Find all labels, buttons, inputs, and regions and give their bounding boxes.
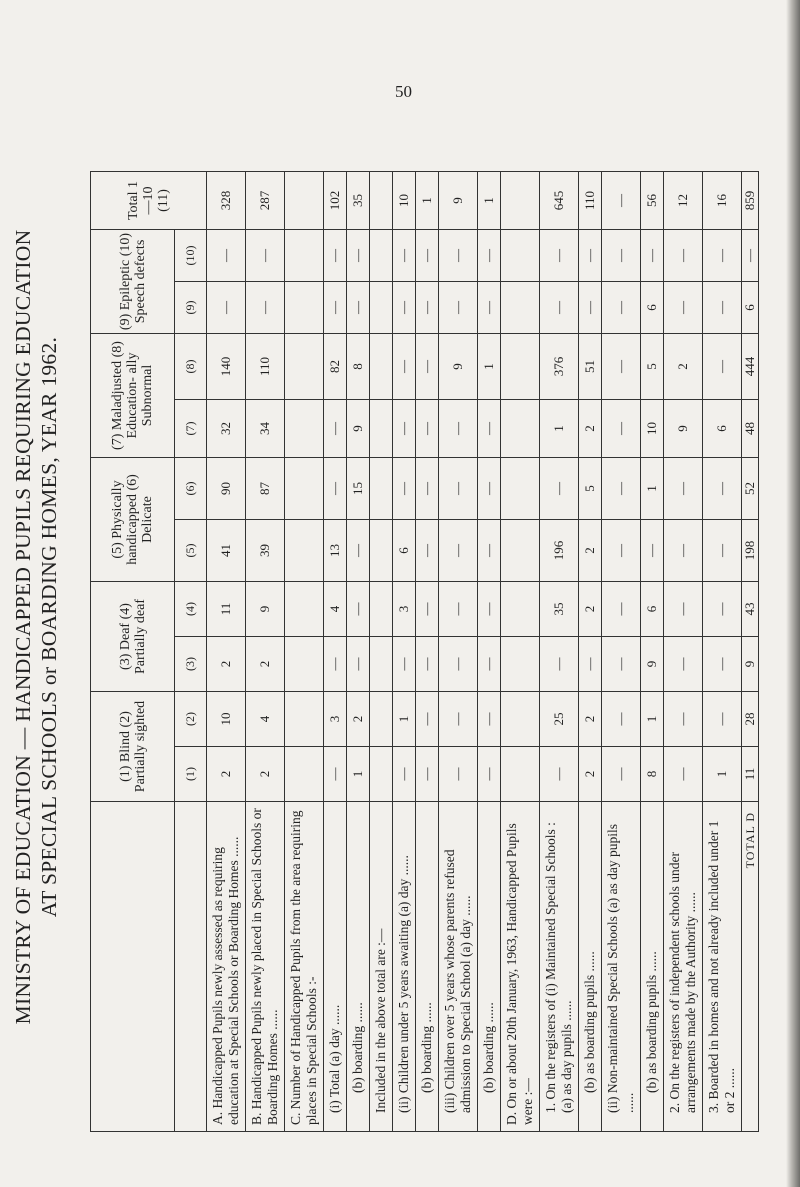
table-cell: — bbox=[478, 520, 501, 582]
table-cell: 9 bbox=[664, 400, 703, 458]
total-cell: 43 bbox=[742, 582, 759, 637]
table-row bbox=[602, 172, 641, 1132]
table-cell: — bbox=[324, 637, 347, 692]
table-cell bbox=[285, 637, 324, 692]
table-cell: 9 bbox=[439, 172, 478, 230]
table-cell: 41 bbox=[207, 520, 246, 582]
table-cell: 140 bbox=[207, 334, 246, 400]
table-cell: — bbox=[439, 458, 478, 520]
table-cell: — bbox=[478, 692, 501, 747]
table-cell: 9 bbox=[347, 400, 370, 458]
table-cell bbox=[285, 458, 324, 520]
table-cell: — bbox=[602, 582, 641, 637]
table-cell: 196 bbox=[540, 520, 579, 582]
table-cell bbox=[285, 230, 324, 282]
table-cell: — bbox=[664, 582, 703, 637]
table-cell bbox=[501, 692, 540, 747]
table-cell: — bbox=[347, 637, 370, 692]
table-cell bbox=[370, 520, 393, 582]
table-cell: — bbox=[207, 282, 246, 334]
table-cell: — bbox=[703, 637, 742, 692]
table-cell: 56 bbox=[641, 172, 664, 230]
table-cell: — bbox=[664, 230, 703, 282]
table-cell: 3 bbox=[324, 692, 347, 747]
table-cell: — bbox=[393, 458, 416, 520]
table-cell: — bbox=[478, 637, 501, 692]
table-cell: — bbox=[324, 230, 347, 282]
table-cell: — bbox=[579, 282, 602, 334]
table-cell: 1 bbox=[347, 747, 370, 802]
table-cell: — bbox=[246, 230, 285, 282]
table-row bbox=[439, 172, 478, 1132]
table-cell: 35 bbox=[347, 172, 370, 230]
table-cell: 1 bbox=[641, 458, 664, 520]
table-cell: 110 bbox=[579, 172, 602, 230]
table-cell: — bbox=[641, 520, 664, 582]
total-label: TOTAL D bbox=[742, 802, 759, 1132]
table-cell: — bbox=[324, 400, 347, 458]
table-cell: 11 bbox=[207, 582, 246, 637]
table-cell: — bbox=[439, 637, 478, 692]
table-cell: — bbox=[347, 230, 370, 282]
table-row bbox=[478, 172, 501, 1132]
table-cell: — bbox=[439, 692, 478, 747]
total-cell: 28 bbox=[742, 692, 759, 747]
table-cell: — bbox=[416, 520, 439, 582]
row-label: (b) as boarding pupils ...... bbox=[579, 802, 602, 1132]
table-cell bbox=[501, 400, 540, 458]
row-label: 1. On the registers of (i) Maintained Special Schools : (a) as day pupils ...... bbox=[540, 802, 579, 1132]
table-cell: 2 bbox=[579, 400, 602, 458]
total-cell: 444 bbox=[742, 334, 759, 400]
table-cell: 4 bbox=[324, 582, 347, 637]
table-cell: — bbox=[579, 637, 602, 692]
table-cell: 1 bbox=[416, 172, 439, 230]
row-label: 2. On the registers of independent schools under arrangements made by the Authority ...... bbox=[664, 802, 703, 1132]
table-cell: — bbox=[439, 582, 478, 637]
row-label: (ii) Non-maintained Special Schools (a) as day pupils ...... bbox=[602, 802, 641, 1132]
table-cell: — bbox=[602, 282, 641, 334]
table-cell: 9 bbox=[439, 334, 478, 400]
table-cell: 90 bbox=[207, 458, 246, 520]
table-cell bbox=[370, 172, 393, 230]
table-cell: — bbox=[703, 282, 742, 334]
table-cell: — bbox=[393, 637, 416, 692]
table-cell: — bbox=[703, 230, 742, 282]
table-cell: 1 bbox=[641, 692, 664, 747]
table-cell: — bbox=[703, 520, 742, 582]
table-cell bbox=[370, 747, 393, 802]
table-cell: 10 bbox=[641, 400, 664, 458]
table-cell: 2 bbox=[207, 747, 246, 802]
table-cell: — bbox=[602, 458, 641, 520]
table-cell: — bbox=[246, 282, 285, 334]
table-cell: 8 bbox=[641, 747, 664, 802]
table-cell: — bbox=[478, 400, 501, 458]
table-cell: — bbox=[393, 282, 416, 334]
col-number: (1) bbox=[175, 747, 207, 802]
table-body bbox=[207, 172, 759, 1132]
table-cell: — bbox=[347, 520, 370, 582]
table-cell: 10 bbox=[207, 692, 246, 747]
table-cell: 2 bbox=[579, 747, 602, 802]
table-cell: 9 bbox=[246, 582, 285, 637]
table-cell: — bbox=[439, 230, 478, 282]
table-row bbox=[285, 172, 324, 1132]
row-label: D. On or about 20th January, 1963, Handicapped Pupils were :— bbox=[501, 802, 540, 1132]
table-cell: — bbox=[416, 400, 439, 458]
table-cell: — bbox=[478, 282, 501, 334]
table-cell: 376 bbox=[540, 334, 579, 400]
col-number: (4) bbox=[175, 582, 207, 637]
table-cell: — bbox=[393, 334, 416, 400]
table-row bbox=[393, 172, 416, 1132]
total-cell: 52 bbox=[742, 458, 759, 520]
row-label: C. Number of Handicapped Pupils from the area requiring places in Special Schools :- bbox=[285, 802, 324, 1132]
table-cell: — bbox=[416, 282, 439, 334]
table-row bbox=[540, 172, 579, 1132]
table-cell: — bbox=[347, 582, 370, 637]
table-cell: — bbox=[439, 520, 478, 582]
table-cell: 1 bbox=[478, 172, 501, 230]
total-cell: 48 bbox=[742, 400, 759, 458]
total-cell: — bbox=[742, 230, 759, 282]
table-cell: 9 bbox=[641, 637, 664, 692]
table-cell bbox=[501, 282, 540, 334]
table-row bbox=[246, 172, 285, 1132]
table-cell: — bbox=[416, 747, 439, 802]
table-cell: — bbox=[602, 172, 641, 230]
table-cell bbox=[501, 172, 540, 230]
rotated-table-page bbox=[0, 77, 800, 1187]
table-cell: — bbox=[324, 282, 347, 334]
table-cell: — bbox=[478, 458, 501, 520]
table-cell: 287 bbox=[246, 172, 285, 230]
table-cell: 5 bbox=[579, 458, 602, 520]
table-cell: 5 bbox=[641, 334, 664, 400]
table-cell: — bbox=[207, 230, 246, 282]
table-cell: — bbox=[393, 400, 416, 458]
table-cell: — bbox=[478, 582, 501, 637]
total-cell: 9 bbox=[742, 637, 759, 692]
table-cell: — bbox=[324, 458, 347, 520]
table-cell bbox=[501, 747, 540, 802]
table-cell: — bbox=[540, 458, 579, 520]
table-row bbox=[501, 172, 540, 1132]
table-cell: 35 bbox=[540, 582, 579, 637]
table-cell: 2 bbox=[579, 520, 602, 582]
table-cell bbox=[285, 520, 324, 582]
table-cell: — bbox=[641, 230, 664, 282]
table-cell bbox=[370, 582, 393, 637]
table-cell: 13 bbox=[324, 520, 347, 582]
col-number: (10) bbox=[175, 230, 207, 282]
table-cell: 110 bbox=[246, 334, 285, 400]
table-cell: — bbox=[664, 458, 703, 520]
table-cell: 10 bbox=[393, 172, 416, 230]
header-total: Total 1—10 (11) bbox=[91, 172, 207, 230]
col-number: (9) bbox=[175, 282, 207, 334]
table-cell: — bbox=[602, 637, 641, 692]
row-label: A. Handicapped Pupils newly assessed as requiring education at Special Schools or Boarding Homes ...... bbox=[207, 802, 246, 1132]
header-epileptic: (9) Epileptic (10) Speech defects bbox=[91, 230, 175, 334]
table-cell bbox=[285, 582, 324, 637]
table-cell: 4 bbox=[246, 692, 285, 747]
table-cell: — bbox=[703, 334, 742, 400]
table-cell bbox=[501, 520, 540, 582]
table-cell bbox=[501, 334, 540, 400]
table-cell: 32 bbox=[207, 400, 246, 458]
col-number: (6) bbox=[175, 458, 207, 520]
table-cell: 2 bbox=[664, 334, 703, 400]
table-cell: 645 bbox=[540, 172, 579, 230]
header-blank bbox=[91, 802, 175, 1132]
table-cell bbox=[370, 282, 393, 334]
table-cell bbox=[285, 282, 324, 334]
table-cell: 87 bbox=[246, 458, 285, 520]
table-cell: — bbox=[324, 747, 347, 802]
total-row bbox=[742, 172, 759, 1132]
table-cell: — bbox=[703, 692, 742, 747]
table-cell: 2 bbox=[246, 637, 285, 692]
table-row bbox=[324, 172, 347, 1132]
table-cell: — bbox=[540, 747, 579, 802]
table-cell: 1 bbox=[478, 334, 501, 400]
table-cell: 51 bbox=[579, 334, 602, 400]
table-cell: 15 bbox=[347, 458, 370, 520]
table-cell bbox=[501, 230, 540, 282]
row-label: (i) Total (a) day ...... bbox=[324, 802, 347, 1132]
table-cell bbox=[370, 692, 393, 747]
table-cell: — bbox=[393, 747, 416, 802]
table-row bbox=[207, 172, 246, 1132]
table-cell: — bbox=[579, 230, 602, 282]
table-cell: 2 bbox=[347, 692, 370, 747]
col-number: (3) bbox=[175, 637, 207, 692]
table-row bbox=[641, 172, 664, 1132]
table-cell: — bbox=[478, 230, 501, 282]
title-line-1: MINISTRY OF EDUCATION — HANDICAPPED PUPILS REQUIRING EDUCATION bbox=[11, 229, 35, 1025]
table-row bbox=[664, 172, 703, 1132]
table-cell: 6 bbox=[641, 582, 664, 637]
statistics-table bbox=[90, 171, 759, 1132]
title-line-2: AT SPECIAL SCHOOLS or BOARDING HOMES, YEAR 1962. bbox=[37, 336, 61, 918]
table-cell: 3 bbox=[393, 582, 416, 637]
table-row bbox=[416, 172, 439, 1132]
table-cell: 8 bbox=[347, 334, 370, 400]
col-number: (7) bbox=[175, 400, 207, 458]
table-cell: — bbox=[540, 637, 579, 692]
total-cell: 859 bbox=[742, 172, 759, 230]
table-cell: — bbox=[416, 637, 439, 692]
col-number: (8) bbox=[175, 334, 207, 400]
table-cell: — bbox=[478, 747, 501, 802]
table-cell: — bbox=[602, 747, 641, 802]
page-number: 50 bbox=[395, 82, 412, 101]
table-cell: 6 bbox=[393, 520, 416, 582]
table-row bbox=[579, 172, 602, 1132]
total-cell: 198 bbox=[742, 520, 759, 582]
table-cell bbox=[285, 692, 324, 747]
header-number-blank bbox=[175, 802, 207, 1132]
table-cell: — bbox=[664, 637, 703, 692]
table-cell: — bbox=[602, 334, 641, 400]
table-cell bbox=[501, 458, 540, 520]
table-cell: — bbox=[393, 230, 416, 282]
table-cell bbox=[285, 172, 324, 230]
col-number: (5) bbox=[175, 520, 207, 582]
total-cell: 6 bbox=[742, 282, 759, 334]
row-label: Included in the above total are :— bbox=[370, 802, 393, 1132]
table-cell: 25 bbox=[540, 692, 579, 747]
table-cell: — bbox=[439, 400, 478, 458]
table-cell: 82 bbox=[324, 334, 347, 400]
table-cell: — bbox=[664, 692, 703, 747]
col-number: (2) bbox=[175, 692, 207, 747]
row-label: (b) boarding ...... bbox=[416, 802, 439, 1132]
table-cell: 328 bbox=[207, 172, 246, 230]
table-cell bbox=[370, 400, 393, 458]
table-cell: — bbox=[416, 230, 439, 282]
row-label: (ii) Children under 5 years awaiting (a) day ...... bbox=[393, 802, 416, 1132]
table-cell: — bbox=[602, 230, 641, 282]
total-cell: 11 bbox=[742, 747, 759, 802]
table-cell: 2 bbox=[246, 747, 285, 802]
table-cell: — bbox=[602, 400, 641, 458]
table-cell: — bbox=[416, 458, 439, 520]
table-cell bbox=[285, 334, 324, 400]
header-maladjusted: (7) Maladjusted (8) Education- ally Subnormal bbox=[91, 334, 175, 458]
table-cell: — bbox=[439, 747, 478, 802]
row-label: (b) boarding ...... bbox=[478, 802, 501, 1132]
table-row bbox=[703, 172, 742, 1132]
table-cell: 1 bbox=[393, 692, 416, 747]
table-cell: — bbox=[703, 458, 742, 520]
table-cell: — bbox=[416, 582, 439, 637]
table-cell: 6 bbox=[641, 282, 664, 334]
table-cell: — bbox=[439, 282, 478, 334]
table-cell: — bbox=[540, 282, 579, 334]
table-row bbox=[347, 172, 370, 1132]
row-label: (b) as boarding pupils ...... bbox=[641, 802, 664, 1132]
table-cell: 2 bbox=[579, 692, 602, 747]
table-cell bbox=[370, 458, 393, 520]
table-cell: — bbox=[703, 582, 742, 637]
table-cell: 12 bbox=[664, 172, 703, 230]
row-label: B. Handicapped Pupils newly placed in Special Schools or Boarding Homes ...... bbox=[246, 802, 285, 1132]
table-cell: 39 bbox=[246, 520, 285, 582]
table-cell bbox=[285, 747, 324, 802]
table-cell bbox=[370, 334, 393, 400]
table-cell: 1 bbox=[703, 747, 742, 802]
row-label: (b) boarding ...... bbox=[347, 802, 370, 1132]
table-cell: — bbox=[664, 747, 703, 802]
header-blind: (1) Blind (2) Partially sighted bbox=[91, 692, 175, 802]
table-cell: — bbox=[540, 230, 579, 282]
table-cell: — bbox=[664, 282, 703, 334]
table-cell: 2 bbox=[579, 582, 602, 637]
table-cell bbox=[370, 637, 393, 692]
table-cell: 6 bbox=[703, 400, 742, 458]
table-row bbox=[370, 172, 393, 1132]
table-cell: — bbox=[602, 692, 641, 747]
table-cell: 102 bbox=[324, 172, 347, 230]
table-cell: — bbox=[602, 520, 641, 582]
table-cell: 1 bbox=[540, 400, 579, 458]
table-cell bbox=[501, 637, 540, 692]
table-cell: — bbox=[416, 334, 439, 400]
table-cell bbox=[370, 230, 393, 282]
table-cell: — bbox=[664, 520, 703, 582]
report-title bbox=[10, 117, 62, 1137]
table-cell bbox=[285, 400, 324, 458]
header-deaf: (3) Deaf (4) Partially deaf bbox=[91, 582, 175, 692]
table-cell: 2 bbox=[207, 637, 246, 692]
table-cell: — bbox=[416, 692, 439, 747]
table-cell: — bbox=[347, 282, 370, 334]
table-cell: 34 bbox=[246, 400, 285, 458]
header-physically-handicapped: (5) Physically handicapped (6) Delicate bbox=[91, 458, 175, 582]
row-label: (iii) Children over 5 years whose parents refused admission to Special School (a) day ...... bbox=[439, 802, 478, 1132]
table-cell: 16 bbox=[703, 172, 742, 230]
row-label: 3. Boarded in homes and not already included under 1 or 2 ...... bbox=[703, 802, 742, 1132]
table-cell bbox=[501, 582, 540, 637]
